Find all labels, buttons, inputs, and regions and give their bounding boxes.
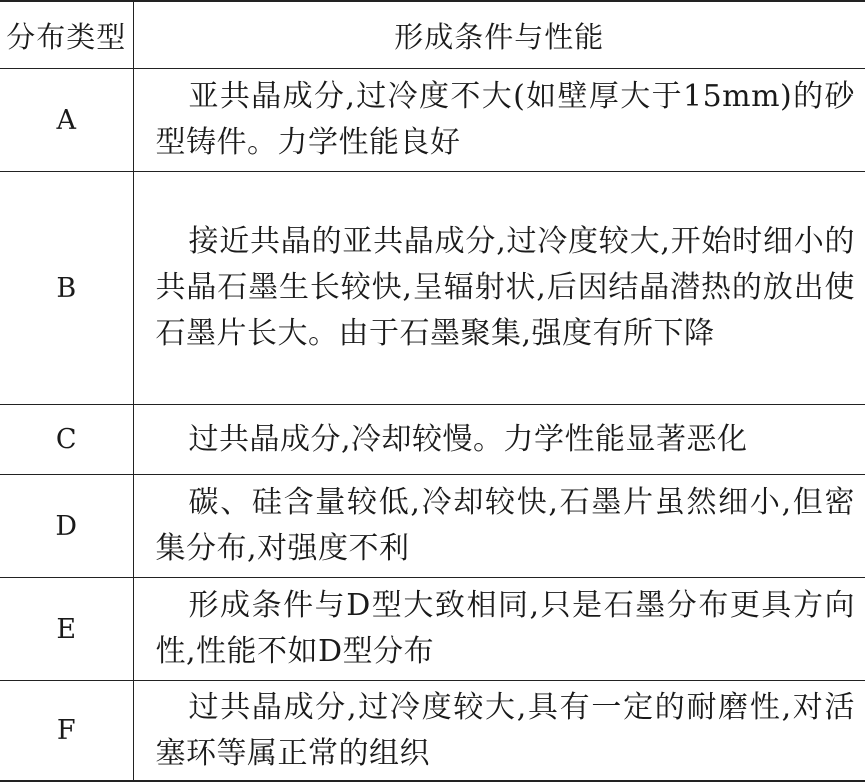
description-cell: [133, 172, 865, 405]
table-row: [0, 475, 865, 578]
type-cell: C: [0, 405, 133, 475]
header-distribution-type: 分布类型: [0, 1, 133, 69]
type-cell: F: [0, 681, 133, 782]
description-text: 亚共晶成分,过冷度不大(如壁厚大于15mm)的砂型铸件。力学性能良好: [155, 79, 855, 160]
description-text: 过共晶成分,过冷度较大,具有一定的耐磨性,对活塞环等属正常的组织: [155, 689, 855, 771]
header-row: [0, 1, 865, 69]
table-row: [0, 69, 865, 172]
type-cell: E: [0, 578, 133, 681]
table-row: [0, 172, 865, 405]
description-text: 形成条件与D型大致相同,只是石墨分布更具方向性,性能不如D型分布: [155, 588, 855, 669]
header-conditions-performance: 形成条件与性能: [133, 1, 865, 69]
description-cell: [133, 578, 865, 681]
description-cell: [133, 475, 865, 578]
type-cell: B: [0, 172, 133, 405]
description-text: 过共晶成分,冷却较慢。力学性能显著恶化: [188, 421, 748, 457]
description-cell: [133, 69, 865, 172]
description-text: 碳、硅含量较低,冷却较快,石墨片虽然细小,但密集分布,对强度不利: [155, 485, 855, 566]
description-text: 接近共晶的亚共晶成分,过冷度较大,开始时细小的共晶石墨生长较快,呈辐射状,后因结晶潜热的放出使石墨片长大。由于石墨聚集,强度有所下降: [155, 224, 855, 351]
description-cell: [133, 405, 865, 475]
table-row: [0, 578, 865, 681]
type-cell: A: [0, 69, 133, 172]
type-cell: D: [0, 475, 133, 578]
table-row: [0, 405, 865, 475]
